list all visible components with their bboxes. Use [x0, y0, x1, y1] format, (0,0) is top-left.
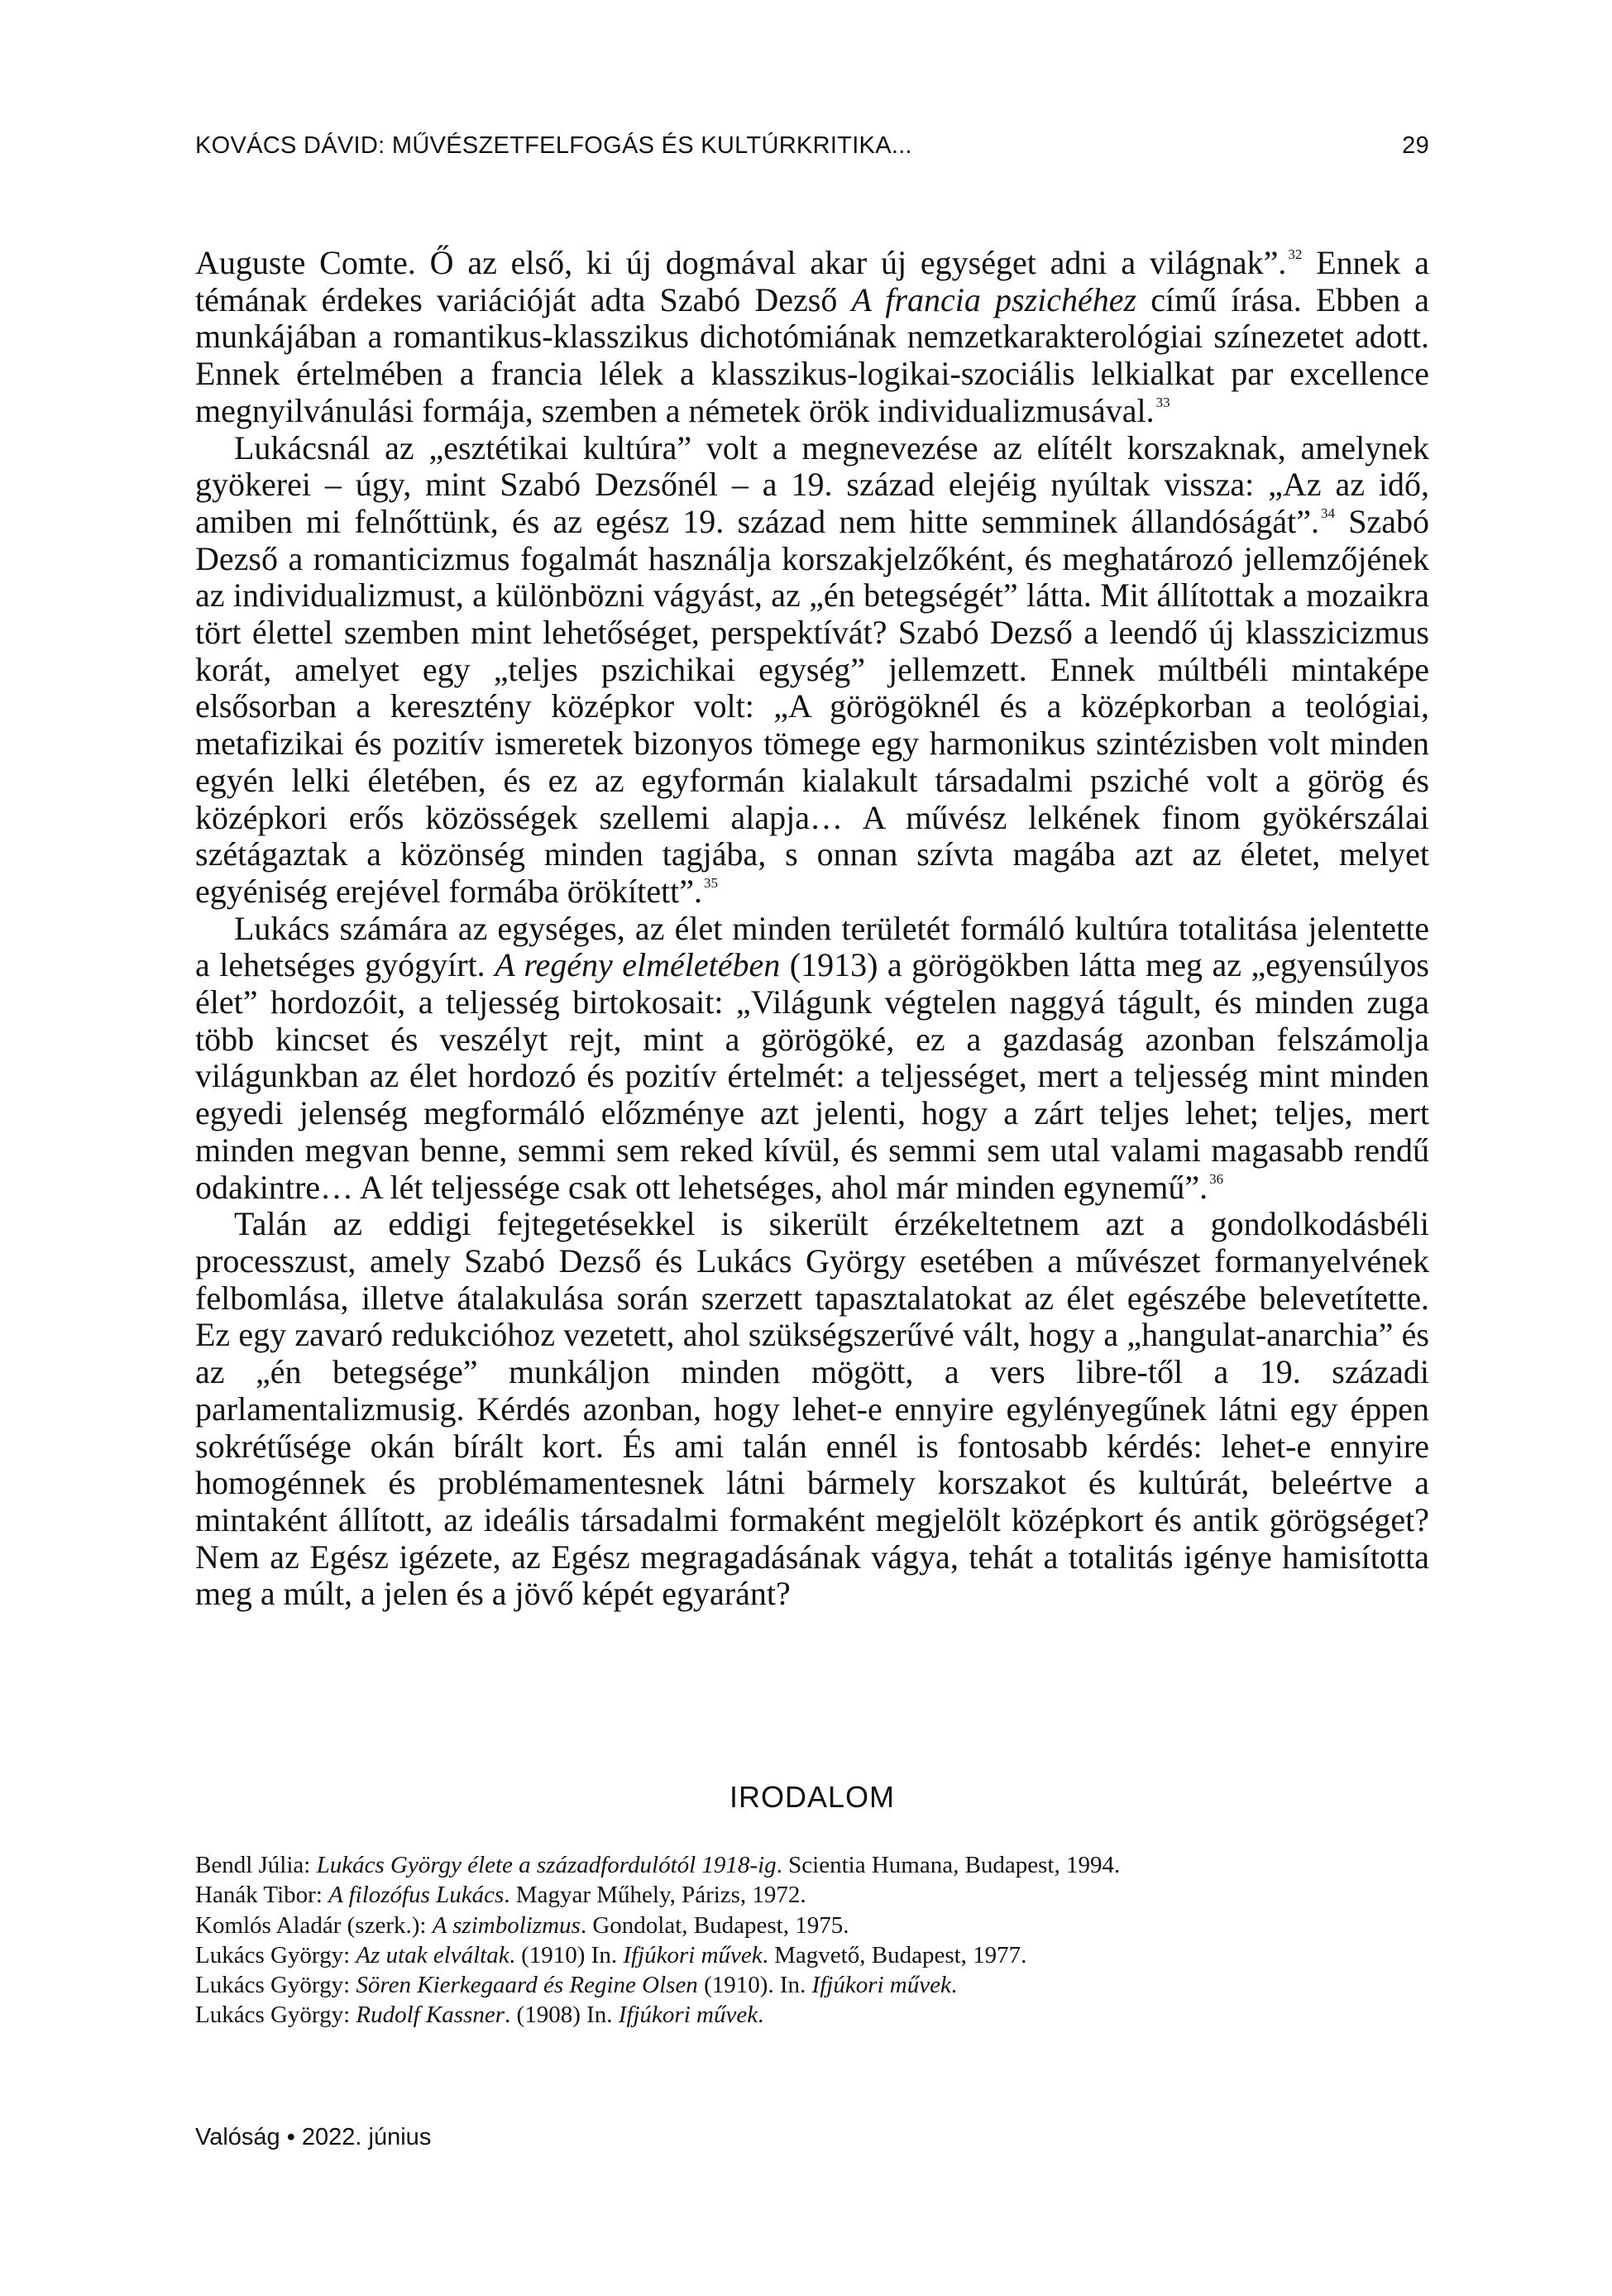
footnote-ref[interactable]: 33	[1155, 394, 1170, 410]
references-heading: IRODALOM	[729, 1780, 896, 1814]
reference-item: Bendl Júlia: Lukács György élete a századfordulótól 1918-ig. Scientia Humana, Budapest, 1994.	[195, 1852, 1121, 1878]
footnote-ref[interactable]: 35	[704, 874, 719, 891]
footnote-ref[interactable]: 32	[1288, 246, 1303, 262]
paragraph: Lukács számára az egységes, az élet minden területét formáló kultúra totalitása jelentette a lehetséges gyógyírt. A regény elméletében (1913) a görögökben látta meg az „egyensúlyos élet” hordozóit, a teljesség birtokosait: „Világunk végtelen naggyá tágult, és minden zuga több kincset és veszélyt rejt, mint a görögöké, ez a gazdaság azonban felszámolja világunkban az élet hordozó és pozitív értelmét: a teljességet, mert a teljesség mint minden egyedi jelenség megformáló előzménye azt jelenti, hogy a zárt teljes lehet; teljes, mert minden megvan benne, semmi sem reked kívül, és semmi sem utal valami magasabb rendű odakintre… A lét teljessége csak ott lehetséges, ahol már minden egynemű”. $^{36}$	[195, 909, 1429, 1206]
running-title: KOVÁCS DÁVID: MŰVÉSZETFELFOGÁS ÉS KULTÚRKRITIKA...	[195, 132, 912, 159]
paragraph: Talán az eddigi fejtegetésekkel is sikerült érzékeltetnem azt a gondolkodásbéli processzust, amely Szabó Dezső és Lukács György esetében a művészet formanyelvének felbomlása, illetve átalakulása során szerzett tapasztalatokat az élet egészébe belevetítette. Ez egy zavaró redukcióhoz vezetett, ahol szükségszerűvé vált, hogy a „hangulat-anarchia” és az „én betegsége” munkáljon minden mögött, a vers libre-től a 19. századi parlamentalizmusig. Kérdés azonban, hogy lehet-e ennyire egylényegűnek látni egy éppen sokrétűsége okán bírált kort. És ami talán ennél is fontosabb kérdés: lehet-e ennyire homogénnek és problémamentesnek látni bármely korszakot és kultúrát, beleértve a mintaként állított, az ideális társadalmi formaként megjelölt középkort és antik görögséget? Nem az Egész igézete, az Egész megragadásának vágya, tehát a totalitás igénye hamisította meg a múlt, a jelen és a jövő képét egyaránt?	[195, 1205, 1429, 1613]
article-body	[195, 245, 1429, 1613]
references-list	[195, 1850, 1429, 2031]
footnote-ref[interactable]: 36	[1209, 1170, 1224, 1187]
reference-item: Lukács György: Rudolf Kassner. (1908) In. Ifjúkori művek.	[195, 2002, 764, 2029]
reference-item: Lukács György: Sören Kierkegaard és Regine Olsen (1910). In. Ifjúkori művek.	[195, 1972, 958, 1999]
running-head	[195, 132, 1429, 160]
journal-footer: Valóság • 2022. június	[195, 2124, 432, 2150]
page-number: 29	[1402, 132, 1429, 159]
footnote-ref[interactable]: 34	[1321, 505, 1336, 521]
work-title: A regény elméletében	[495, 946, 781, 984]
reference-item: Komlós Aladár (szerk.): A szimbolizmus. Gondolat, Budapest, 1975.	[195, 1911, 849, 1939]
work-title: A francia pszichéhez	[851, 280, 1137, 318]
reference-item: Hanák Tibor: A filozófus Lukács. Magyar Műhely, Párizs, 1972.	[195, 1882, 806, 1909]
reference-item: Lukács György: Az utak elváltak. (1910) In. Ifjúkori művek. Magvető, Budapest, 1977.	[195, 1941, 1027, 1968]
paragraph: Lukácsnál az „esztétikai kultúra” volt a megnevezése az elítélt korszaknak, amelynek gyökerei – úgy, mint Szabó Dezsőnél – a 19. század elejéig nyúltak vissza: „Az az idő, amiben mi felnőttünk, és az egész 19. század nem hitte semminek állandóságát”. $^{34}$ Szabó Dezső a romanticizmus fogalmát használja korszakjelzőként, és meghatározó jellemzőjének az individualizmust, a különbözni vágyást, az „én betegségét” látta. Mit állítottak a mozaikra tört élettel szemben mint lehetőséget, perspektívát? Szabó Dezső a leendő új klasszicizmus korát, amelyet egy „teljes pszichikai egység” jellemzett. Ennek múltbéli mintaképe elsősorban a keresztény középkor volt: „A görögöknél és a középkorban a teológiai, metafizikai és pozitív ismeretek bizonyos tömege egy harmonikus szintézisben volt minden egyén lelki életében, és ez az egyformán kialakult társadalmi psziché volt a görög és középkori erős közösségek szellemi alapja… A művész lelkének finom gyökérszálai szétágaztak a közönség minden tagjába, s onnan szívta magába azt az életet, melyet egyéniség erejével formába örökített”. $^{35}$	[195, 428, 1429, 910]
paragraph: Auguste Comte. Ő az első, ki új dogmával akar új egységet adni a világnak”. $^{32}$ Ennek a témának érdekes variációját adta Szabó Dezső A francia pszichéhez című írása. Ebben a munkájában a romantikus-klasszikus dichotómiának nemzetkarakterológiai színezetet adott. Ennek értelmében a francia lélek a klasszikus-logikai-szociális lelkialkat par excellence megnyilvánulási formája, szemben a németek örök individualizmusával. $^{33}$	[195, 244, 1429, 429]
